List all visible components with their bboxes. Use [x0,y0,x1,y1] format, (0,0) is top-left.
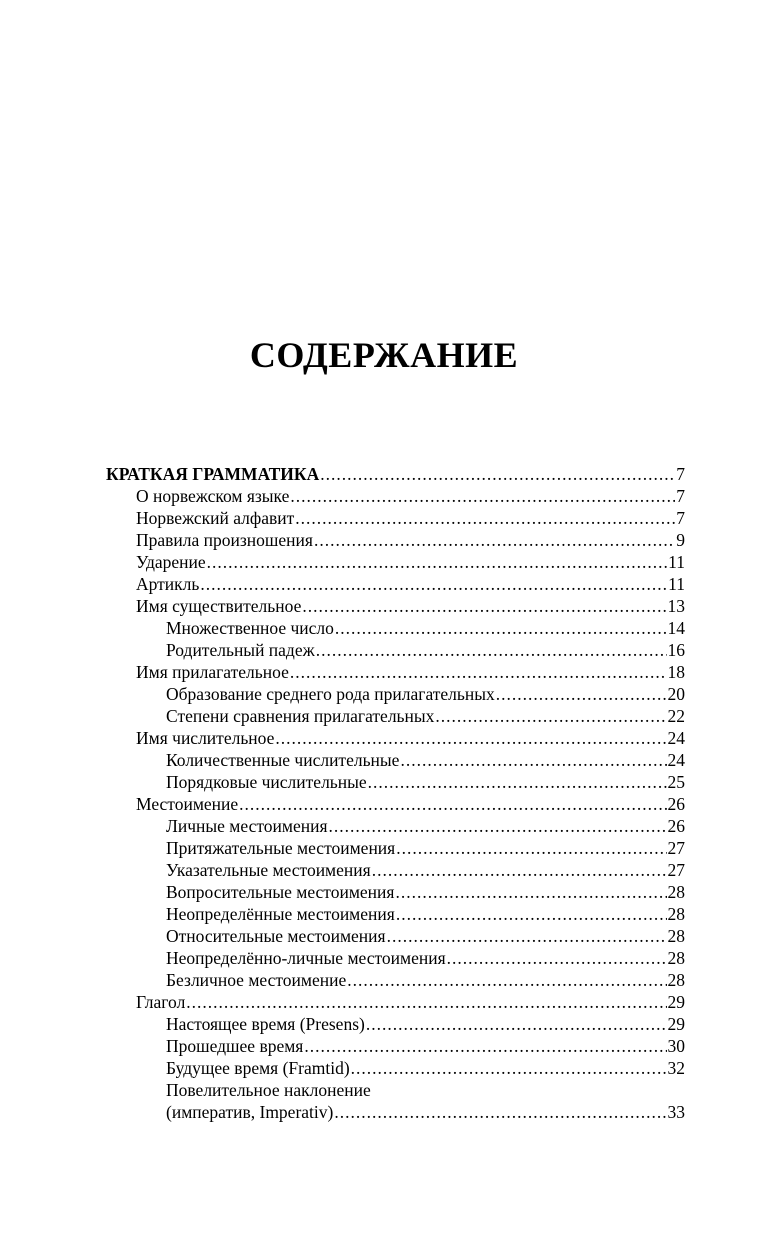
toc-entry-title: КРАТКАЯ ГРАММАТИКА [106,464,320,484]
dot-leader [335,617,667,639]
toc-entry-row [166,1101,685,1123]
toc-entry-title: Имя числительное [136,728,275,748]
toc-entry-page-number: 28 [667,904,685,924]
dot-leader [295,507,675,529]
dot-leader [396,903,667,925]
toc-entry-title: Ударение [136,552,206,572]
toc-entry-row [166,617,685,639]
toc-entry-title: Норвежский алфавит [136,508,295,528]
dot-leader [351,1057,667,1079]
toc-entry [106,639,685,661]
toc-entry-page-number: 26 [667,794,685,814]
toc-entry-page-number: 29 [667,1014,685,1034]
toc-entry-title: Количественные числительные [166,750,400,770]
toc-entry [106,771,685,793]
dot-leader [400,749,666,771]
toc-entry-page-number: 20 [667,684,685,704]
table-of-contents [106,463,685,1123]
toc-entry [106,991,685,1013]
toc-entry-title: Имя существительное [136,596,302,616]
dot-leader [290,661,667,683]
toc-entry-row [166,749,685,771]
toc-entry-row [136,551,685,573]
dot-leader [200,573,667,595]
dot-leader [387,925,667,947]
toc-entry-page-number: 27 [667,860,685,880]
toc-entry [106,881,685,903]
toc-entry-page-number: 26 [667,816,685,836]
toc-entry-title: Безличное местоимение [166,970,347,990]
toc-entry-page-number: 33 [667,1102,685,1122]
toc-entry-row [136,595,685,617]
dot-leader [368,771,667,793]
toc-entry-page-number: 14 [667,618,685,638]
toc-entry-page-number: 27 [667,838,685,858]
toc-entry-title: Личные местоимения [166,816,328,836]
toc-entry [106,507,685,529]
toc-entry-title: Артикль [136,574,200,594]
toc-entry [106,727,685,749]
toc-entry-page-number: 13 [667,596,685,616]
toc-entry-row [136,793,685,815]
toc-entry-title: Неопределённые местоимения [166,904,395,924]
toc-entry-row [166,1057,685,1079]
toc-entry [106,903,685,925]
toc-entry-title: Неопределённо-личные местоимения [166,948,446,968]
toc-entry-title: Имя прилагательное [136,662,289,682]
dot-leader [334,1101,666,1123]
toc-entry-page-number: 24 [667,750,685,770]
dot-leader [447,947,667,969]
toc-entry-row [136,485,685,507]
dot-leader [207,551,668,573]
toc-entry-row [136,727,685,749]
toc-entry-row [166,881,685,903]
toc-entry-title: Образование среднего рода прилагательных [166,684,495,704]
toc-entry-page-number: 22 [667,706,685,726]
toc-entry-title: Правила произношения [136,530,313,550]
toc-entry-page-number: 32 [667,1058,685,1078]
dot-leader [316,639,667,661]
toc-entry-row [166,771,685,793]
toc-entry [106,837,685,859]
toc-entry-row [166,639,685,661]
toc-entry-title: Относительные местоимения [166,926,386,946]
toc-entry-row [166,903,685,925]
toc-entry [106,551,685,573]
toc-entry [106,705,685,727]
toc-entry-page-number: 28 [667,926,685,946]
toc-entry-page-number: 11 [668,552,685,572]
toc-entry-page-number: 16 [667,640,685,660]
dot-leader [290,485,675,507]
toc-entry-page-number: 11 [668,574,685,594]
toc-entry-page-number: 9 [676,530,685,550]
toc-entry-page-number: 28 [667,882,685,902]
toc-entry [106,463,685,485]
toc-entry-row [136,991,685,1013]
toc-entry-row [166,1035,685,1057]
dot-leader [435,705,666,727]
dot-leader [320,463,675,485]
toc-entry-title: Порядковые числительные [166,772,367,792]
toc-entry [106,661,685,683]
toc-entry [106,749,685,771]
toc-entry-row [136,529,685,551]
toc-entry-row [166,947,685,969]
dot-leader [347,969,666,991]
toc-entry [106,683,685,705]
toc-entry-page-number: 24 [667,728,685,748]
toc-entry [106,595,685,617]
dot-leader [396,837,666,859]
toc-entry [106,485,685,507]
toc-entry-row [106,463,685,485]
toc-entry [106,529,685,551]
toc-entry-page-number: 18 [667,662,685,682]
toc-entry [106,573,685,595]
dot-leader [186,991,666,1013]
toc-entry-title: Степени сравнения прилагательных [166,706,435,726]
dot-leader [496,683,667,705]
toc-entry [106,1013,685,1035]
toc-entry-row [166,837,685,859]
toc-entry-title: Указательные местоимения [166,860,371,880]
toc-entry-page-number: 7 [676,486,685,506]
dot-leader [275,727,666,749]
toc-entry-page-number: 7 [676,464,685,484]
toc-entry-row [166,859,685,881]
toc-entry-row [166,683,685,705]
toc-entry-title: О норвежском языке [136,486,290,506]
toc-entry-row [166,815,685,837]
toc-entry-row [136,661,685,683]
toc-entry-page-number: 25 [667,772,685,792]
toc-entry [106,1035,685,1057]
toc-entry-page-number: 28 [667,948,685,968]
toc-entry-title: Притяжательные местоимения [166,838,396,858]
toc-entry-page-number: 29 [667,992,685,1012]
toc-entry-title: Вопросительные местоимения [166,882,395,902]
toc-entry [106,1079,685,1123]
toc-entry-row [136,573,685,595]
dot-leader [329,815,667,837]
dot-leader [372,859,667,881]
toc-entry [106,617,685,639]
dot-leader [314,529,675,551]
toc-entry-title: Будущее время (Framtid) [166,1058,350,1078]
toc-entry-row [136,507,685,529]
toc-entry-title: (императив, Imperativ) [166,1102,334,1122]
toc-entry-row [166,705,685,727]
toc-entry-page-number: 28 [667,970,685,990]
toc-entry [106,859,685,881]
toc-entry [106,947,685,969]
page-title: СОДЕРЖАНИЕ [249,335,519,375]
toc-entry-title: Настоящее время (Presens) [166,1014,365,1034]
toc-entry-title: Глагол [136,992,186,1012]
dot-leader [395,881,666,903]
dot-leader [304,1035,666,1057]
dot-leader [366,1013,667,1035]
toc-entry [106,969,685,991]
toc-entry-page-number: 7 [676,508,685,528]
toc-entry [106,815,685,837]
toc-entry-title-line: Повелительное наклонение [166,1080,371,1100]
dot-leader [302,595,666,617]
dot-leader [239,793,666,815]
toc-entry-row [166,925,685,947]
toc-entry [106,793,685,815]
toc-entry-title: Местоимение [136,794,239,814]
toc-entry-title: Прошедшее время [166,1036,304,1056]
toc-entry-row [166,1013,685,1035]
toc-entry-page-number: 30 [667,1036,685,1056]
toc-entry-title: Родительный падеж [166,640,315,660]
toc-entry-title: Множественное число [166,618,334,638]
toc-entry [106,925,685,947]
toc-entry [106,1057,685,1079]
toc-entry-row [166,969,685,991]
